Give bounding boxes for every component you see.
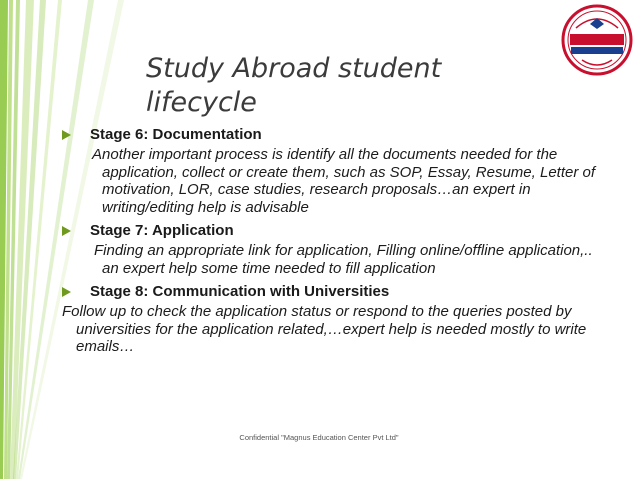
- bullet-arrow-icon: [62, 287, 71, 297]
- section-heading: [62, 124, 622, 146]
- section-heading: [62, 281, 622, 303]
- stage-label: Stage 6: Documentation: [90, 126, 262, 143]
- stage-description: Finding an appropriate link for application, Filling online/offline application,.. an expert help some time needed to fill application: [94, 242, 593, 277]
- stage-description: Another important process is identify all the documents needed for the application, collect or create them, such as SOP, Essay, Resume, Letter of motivation, LOR, case studies, research proposals…an expert in writing/editing help is advisable: [92, 146, 596, 216]
- stage-label: Stage 7: Application: [90, 222, 234, 239]
- bullet-arrow-icon: [62, 226, 71, 236]
- stage-description: Follow up to check the application status or respond to the queries posted by universities for the application related,…expert help is needed mostly to write emails…: [62, 303, 587, 355]
- footer-confidential: Confidential "Magnus Education Center Pvt Ltd": [239, 433, 399, 442]
- section-heading: [62, 220, 622, 242]
- magnus-logo: [560, 4, 634, 76]
- slide-title: Study Abroad student lifecycle: [146, 53, 442, 118]
- bullet-arrow-icon: [62, 130, 71, 140]
- stage-label: Stage 8: Communication with Universities: [90, 283, 390, 300]
- slide-content: [62, 124, 622, 360]
